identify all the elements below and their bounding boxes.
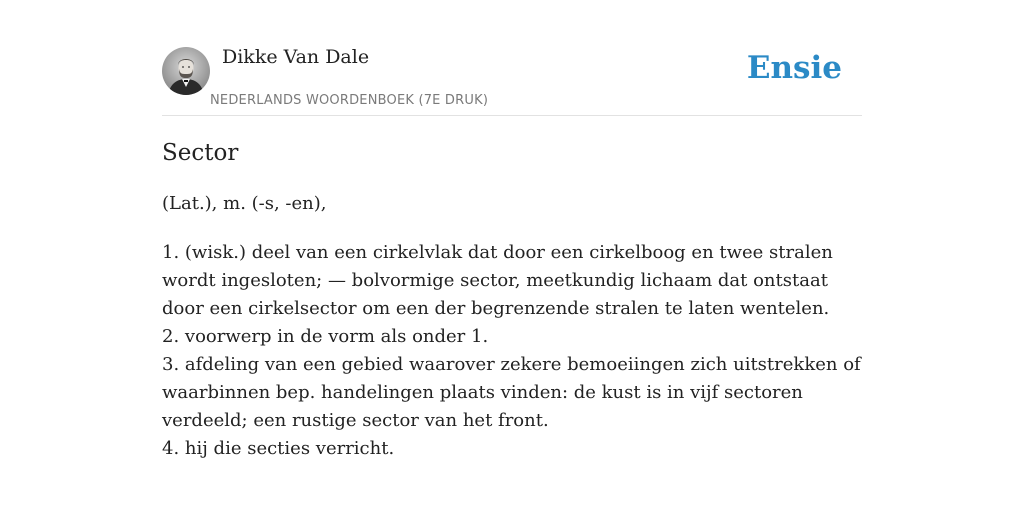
definition-item: 2. voorwerp in de vorm als onder 1. [162, 326, 489, 347]
author-avatar[interactable] [162, 47, 210, 95]
definition-item: 3. afdeling van een gebied waarover zekere bemoeiingen zich uitstrekken of waarbinnen bep. handelingen plaats vinden: de kust is in vijf sectoren verdeeld; een rustige sector van het front. [162, 354, 861, 431]
author-portrait-icon [162, 47, 210, 95]
entry-card [162, 0, 862, 459]
definition-item: 1. (wisk.) deel van een cirkelvlak dat door een cirkelboog en twee stralen wordt ingesloten; — bolvormige sector, meetkundig lichaam dat ontstaat door een cirkelsector om een der begrenzende stralen te laten wentelen. [162, 242, 833, 319]
entry-header [162, 0, 862, 116]
definition-item: 4. hij die secties verricht. [162, 438, 395, 459]
entry-definitions [162, 239, 862, 463]
brand-logo-link[interactable]: Ensie [746, 50, 842, 86]
entry-grammar: (Lat.), m. (-s, -en), [162, 193, 327, 214]
entry-term: Sector [162, 140, 239, 166]
source-label: NEDERLANDS WOORDENBOEK (7E DRUK) [210, 93, 489, 108]
author-name[interactable]: Dikke Van Dale [222, 46, 370, 68]
